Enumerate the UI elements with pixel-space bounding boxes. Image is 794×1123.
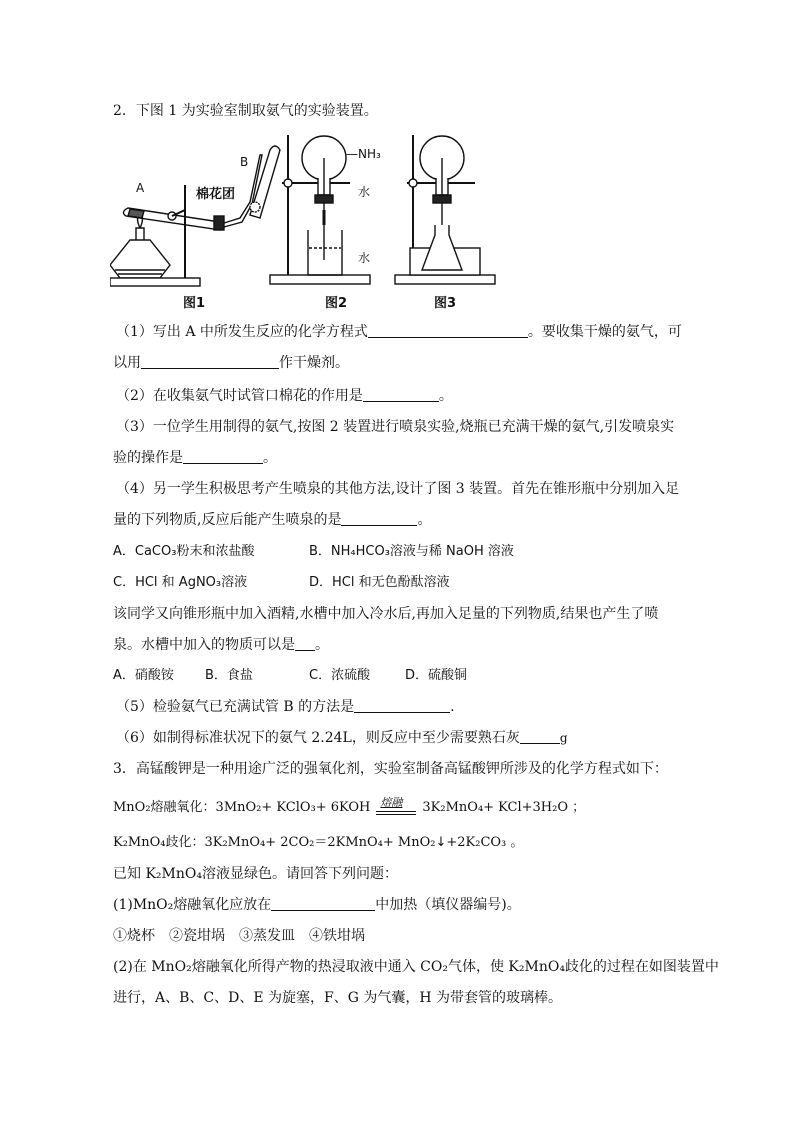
label-cotton: 棉花团 — [196, 187, 236, 202]
caption-fig3: 图3 — [434, 296, 457, 311]
q2-part4-line1: （4）另一学生积极思考产生喷泉的其他方法,设计了图 3 装置。首先在锥形瓶中分别加入足 — [116, 481, 680, 497]
caption-fig2: 图2 — [325, 296, 348, 311]
q3-equation-1: MnO₂熔融氧化：3MnO₂+ KClO₃+ 6KOH 熔融 3K₂MnO₄+ KCl+3H₂O ； — [113, 796, 586, 815]
stand-base-2 — [270, 275, 370, 284]
answer-blank[interactable] — [368, 323, 528, 338]
q3-known: 已知 K₂MnO₄溶液显绿色。请回答下列问题： — [113, 866, 398, 882]
label-water-2: 水 — [358, 251, 371, 265]
q2-part4-line3: 该同学又向锥形瓶中加入酒精,水槽中加入冷水后,再加入足量的下列物质,结果也产生了喷 — [113, 606, 659, 622]
q2-part4-line4: 泉。水槽中加入的物质可以是 。 — [113, 637, 329, 653]
option2-a[interactable]: A．硝酸铵 — [113, 668, 174, 683]
option2-d[interactable]: D．硫酸铜 — [405, 668, 468, 683]
label-water-1: 水 — [358, 185, 371, 199]
answer-blank[interactable] — [271, 896, 375, 911]
option2-c[interactable]: C．浓硫酸 — [309, 668, 371, 683]
label-b: B — [240, 155, 249, 169]
option-b[interactable]: B．NH₄HCO₃溶液与稀 NaOH 溶液 — [309, 544, 514, 559]
stand-base-3 — [395, 275, 495, 284]
option-a[interactable]: A．CaCO₃粉末和浓盐酸 — [113, 544, 255, 559]
q3-equation-2: K₂MnO₄歧化：3K₂MnO₄+ 2CO₂＝2KMnO₄+ MnO₂↓+2K₂CO₃ 。 — [113, 835, 524, 850]
q2-title: 2．下图 1 为实验室制取氨气的实验装置。 — [113, 103, 378, 119]
option2-b[interactable]: B．食盐 — [205, 668, 253, 683]
q2-options-2 — [113, 667, 713, 685]
q3-title: 3．高锰酸钾是一种用途广泛的强氧化剂，实验室制备高锰酸钾所涉及的化学方程式如下： — [113, 761, 668, 777]
answer-blank[interactable] — [141, 354, 279, 369]
beaker-2 — [308, 230, 342, 275]
answer-blank[interactable] — [183, 449, 263, 464]
q2-options-ab — [113, 543, 713, 561]
caption-fig1: 图1 — [183, 296, 206, 311]
label-a: A — [136, 181, 145, 195]
down-arrow-icon: ↓ — [435, 835, 447, 850]
answer-blank[interactable] — [341, 511, 417, 526]
option-c[interactable]: C．HCl 和 AgNO₃溶液 — [113, 575, 248, 590]
q3-sub1: (1)MnO₂熔融氧化应放在 中加热（填仪器编号)。 — [113, 897, 521, 913]
q2-part3-line2: 验的操作是 。 — [113, 450, 277, 466]
stand-base-1 — [110, 278, 200, 286]
answer-blank[interactable] — [363, 387, 439, 402]
q2-part1-line2: 以用 作干燥剂。 — [113, 355, 349, 371]
answer-blank[interactable] — [295, 636, 315, 651]
q2-part4-line2: 量的下列物质,反应后能产生喷泉的是 。 — [113, 512, 432, 528]
option-d[interactable]: D．HCl 和无色酚酞溶液 — [309, 575, 450, 590]
q3-sub2-line2: 进行，A、B、C、D、E 为旋塞，F、G 为气囊，H 为带套管的玻璃棒。 — [113, 990, 563, 1006]
q3-sub2-line1: (2)在 MnO₂熔融氧化所得产物的热浸取液中通入 CO₂气体，使 K₂MnO₄歧化的过程在如图装置中 — [113, 959, 719, 975]
answer-blank[interactable] — [354, 698, 450, 713]
label-nh3: —NH₃ — [346, 147, 381, 161]
alcohol-lamp — [110, 240, 170, 278]
q2-part3-line1: （3）一位学生用制得的氨气,按图 2 装置进行喷泉实验,烧瓶已充满干燥的氨气,引发喷泉实 — [116, 419, 675, 435]
melt-condition: 熔融 — [376, 797, 416, 815]
answer-blank[interactable] — [520, 729, 560, 744]
q2-part5: （5）检验氨气已充满试管 B 的方法是 . — [116, 699, 455, 715]
q2-part6: （6）如制得标准状况下的氨气 2.24L，则反应中至少需要熟石灰 g — [116, 730, 568, 746]
q2-options-cd — [113, 574, 713, 592]
q2-part1-line1: （1）写出 A 中所发生反应的化学方程式 。要收集干燥的氨气，可 — [116, 324, 682, 340]
apparatus-figure — [110, 130, 510, 310]
q2-part2: （2）在收集氨气时试管口棉花的作用是 。 — [116, 388, 453, 404]
q3-sub1-options: ①烧杯 ②瓷坩埚 ③蒸发皿 ④铁坩埚 — [113, 928, 365, 944]
